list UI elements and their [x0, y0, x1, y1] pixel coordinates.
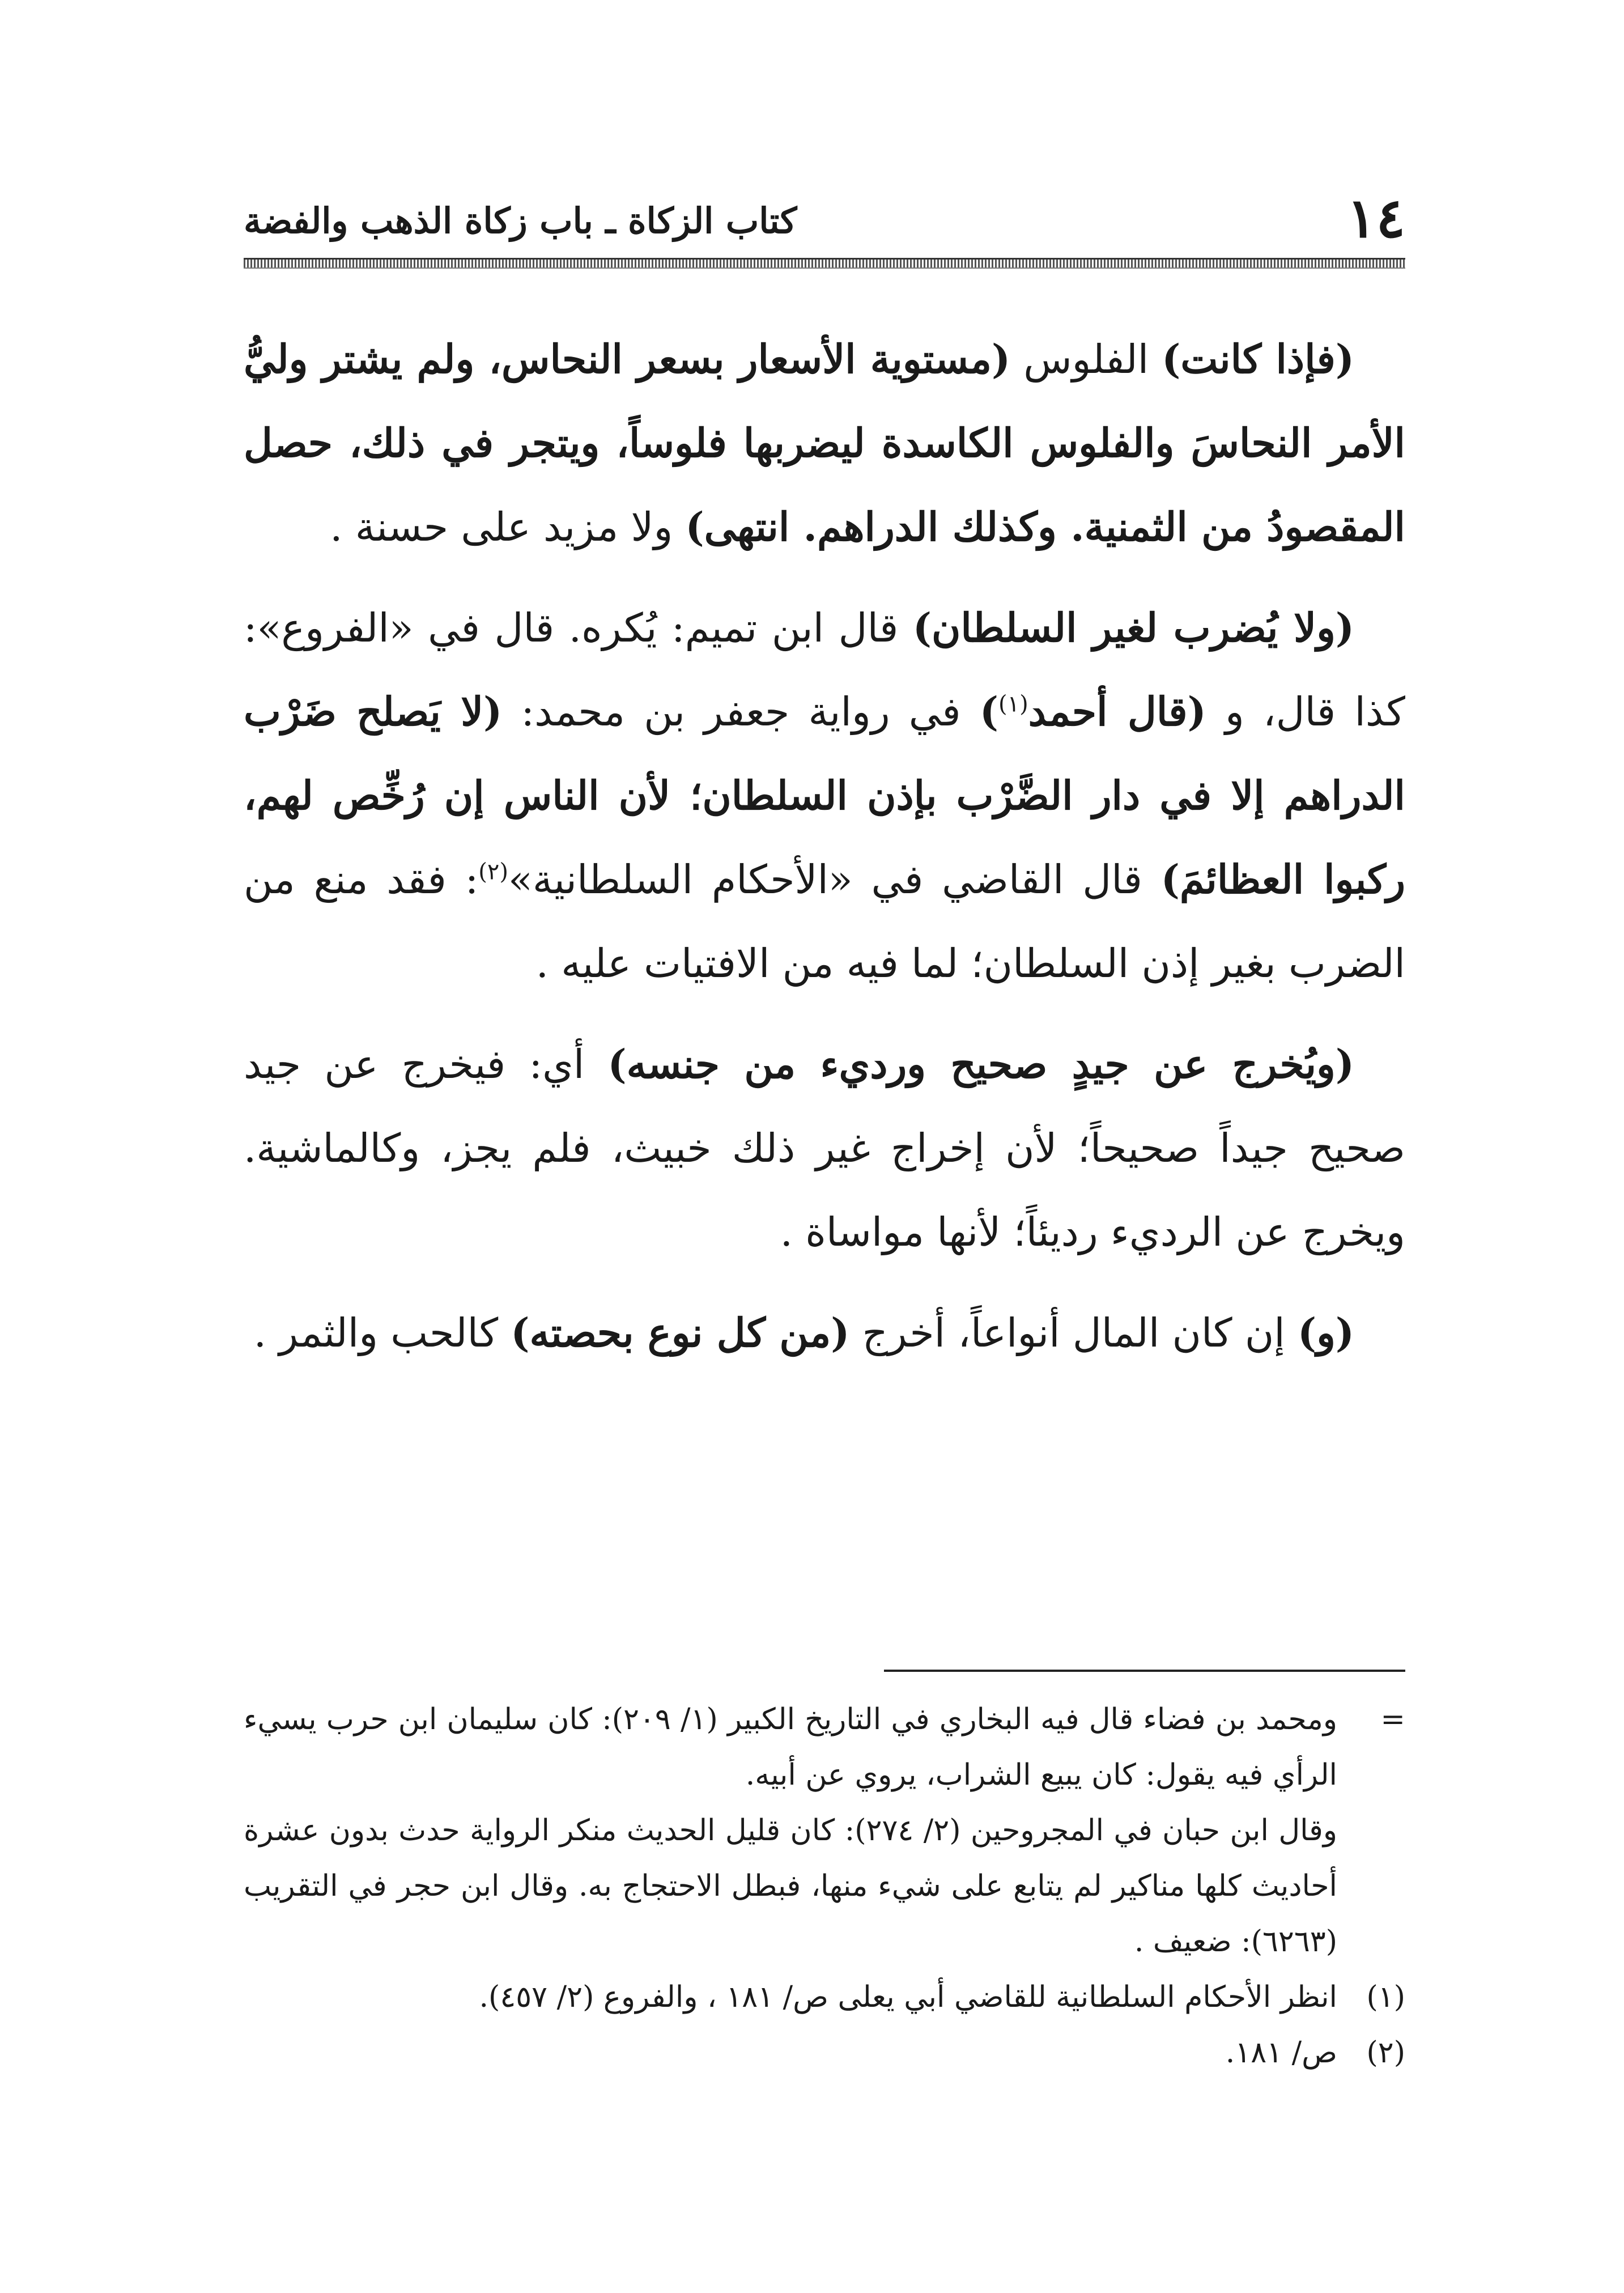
page-header	[244, 187, 1405, 249]
footnote-2	[244, 2025, 1405, 2080]
footnote-ref-1[interactable]: (١)	[998, 691, 1028, 717]
footnote-text: انظر الأحكام السلطانية للقاضي أبي يعلى ص/ ١٨١ ، والفروع (٢/ ٤٥٧).	[479, 1980, 1337, 2014]
sharh-text: قال ابن تميم: يُكره. قال في «الفروع»: كذا قال، و	[244, 605, 1405, 735]
matn-bold: (فإذا كانت)	[1162, 336, 1354, 383]
sharh-text: كالحب والثمر .	[253, 1310, 511, 1356]
footnote-continued	[244, 1692, 1405, 1803]
sharh-text: ولا مزيد على حسنة .	[330, 504, 686, 550]
matn-bold: (ولا يُضرب لغير السلطان)	[912, 604, 1354, 651]
footnotes	[244, 1692, 1405, 2080]
sharh-text: إن كان المال أنواعاً، أخرج	[849, 1310, 1298, 1356]
footnote-marker: (٢)	[1366, 2036, 1405, 2070]
footnote-ref-2[interactable]: (٢)	[478, 859, 508, 885]
sharh-text: في رواية جعفر بن محمد:	[502, 689, 980, 735]
matn-bold: )	[979, 688, 998, 735]
paragraph-2	[244, 586, 1405, 1005]
matn-bold: (قال أحمد	[1028, 688, 1206, 735]
footnote-text: ص/ ١٨١.	[1225, 2036, 1337, 2070]
paragraph-4	[244, 1291, 1405, 1375]
sharh-text: الفلوس	[1010, 336, 1162, 383]
footnote-1	[244, 1969, 1405, 2025]
page-number: ١٤	[1346, 186, 1405, 250]
main-text	[244, 317, 1405, 1392]
header-divider	[244, 258, 1405, 269]
matn-bold: (لا يَصلح ضَرْب الدراهم إلا في دار الضَّرْب بإذن السلطان؛ لأن الناس إن رُخِّص لهم، ركبوا العظائمَ)	[244, 688, 1405, 903]
matn-bold: (ويُخرج عن جيدٍ صحيح ورديء من جنسه)	[607, 1041, 1354, 1088]
running-title: كتاب الزكاة ـ باب زكاة الذهب والفضة	[244, 200, 797, 241]
sharh-text: أي: فيخرج عن جيد صحيح جيداً صحيحاً؛ لأن إخراج غير ذلك خبيث، فلم يجز، وكالماشية. ويخرج عن الرديء رديئاً؛ لأنها مواساة .	[244, 1041, 1405, 1255]
footnote-divider	[884, 1670, 1405, 1672]
matn-bold: (مستوية الأسعار بسعر النحاس، ولم يشتر وليُّ الأمر النحاسَ والفلوس الكاسدة ليضربها فلوساً، ويتجر في ذلك، حصل المقصودُ من الثمنية. وكذلك الدراهم. انتهى)	[244, 336, 1405, 550]
footnote-continued-2	[244, 1803, 1405, 1969]
footnote-text: وقال ابن حبان في المجروحين (٢/ ٢٧٤): كان قليل الحديث منكر الرواية حدث بدون عشرة أحاديث كلها مناكير لم يتابع على شيء منها، فبطل الاحتجاج به. وقال ابن حجر في التقريب (٦٢٦٣): ضعيف .	[244, 1814, 1337, 1959]
matn-bold: (و)	[1297, 1309, 1354, 1356]
sharh-text: قال القاضي في «الأحكام السلطانية»	[508, 856, 1161, 903]
paragraph-1	[244, 317, 1405, 569]
matn-bold: (من كل نوع بحصته)	[511, 1309, 850, 1356]
footnote-text: ومحمد بن فضاء قال فيه البخاري في التاريخ الكبير (١/ ٢٠٩): كان سليمان ابن حرب يسيء الرأي فيه يقول: كان يبيع الشراب، يروي عن أبيه.	[244, 1702, 1337, 1792]
footnote-continuation-marker: =	[1380, 1702, 1405, 1736]
footnote-marker: (١)	[1366, 1980, 1405, 2014]
paragraph-3	[244, 1022, 1405, 1274]
sharh-text: : فقد منع من الضرب بغير إذن السلطان؛ لما فيه من الافتيات عليه .	[244, 856, 1405, 987]
